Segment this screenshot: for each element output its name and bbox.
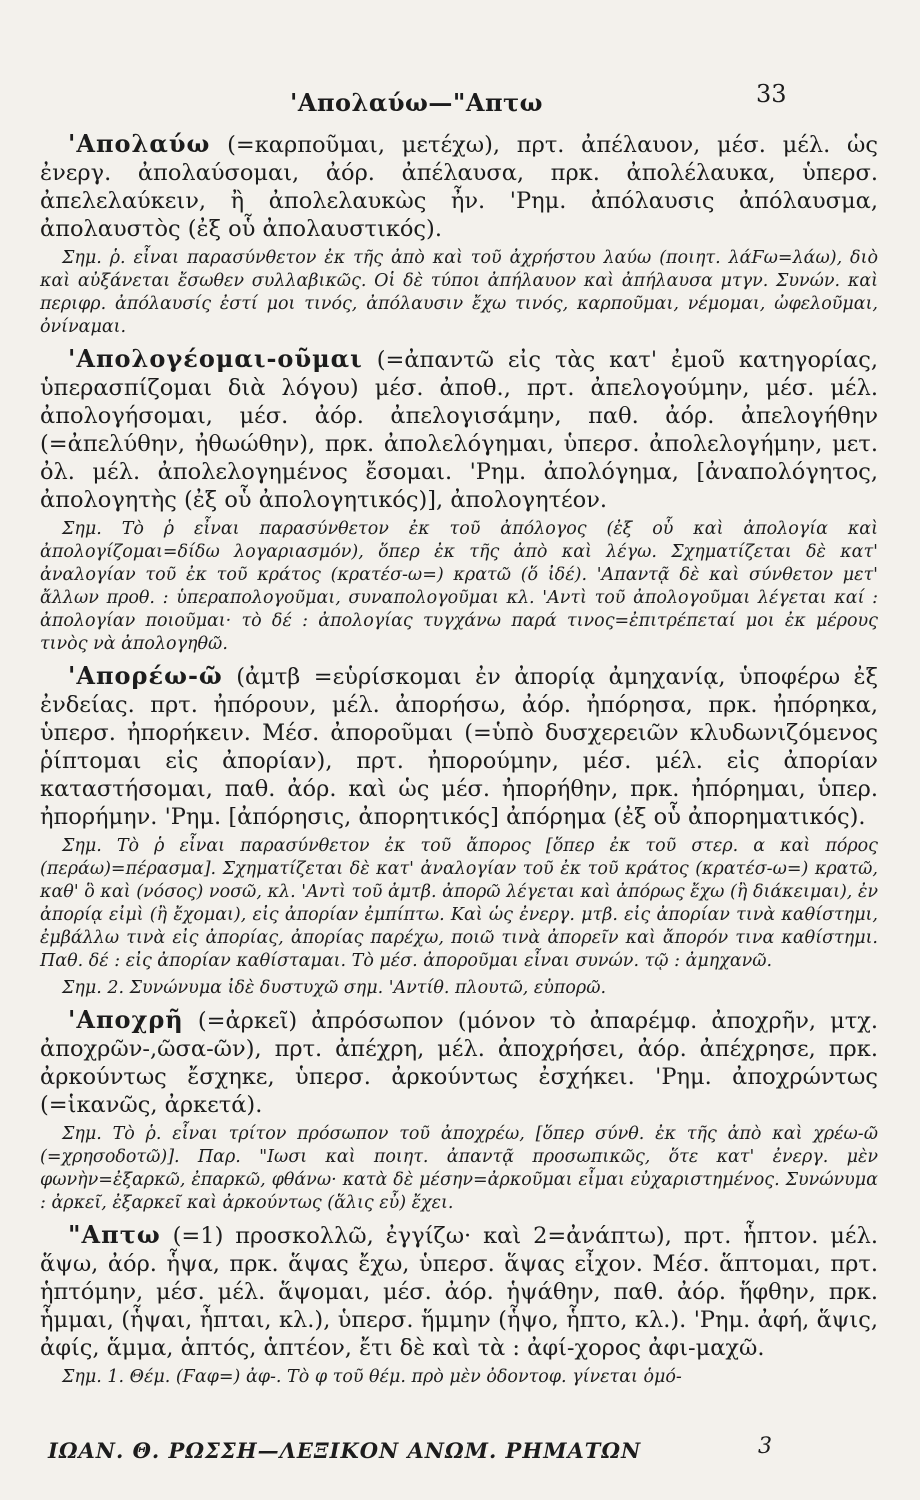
lemma: 'Απολαύω [68, 129, 211, 158]
entry-apolauo [40, 130, 878, 339]
entry-aporeo [40, 662, 878, 1000]
printer-signature: 3 [758, 1434, 772, 1459]
entry-text: (=καρποῦμαι, μετέχω), πρτ. ἀπέλαυον, μέσ. μέλ. ὡς ἐνεργ. ἀπολαύσομαι, ἀόρ. ἀπέλαυσα, πρκ. ἀπολέλαυκα, ὑπερσ. ἀπελελαύκειν, ἢ ἀπολελαυκὼς ἦν. 'Ρημ. ἀπόλαυσις ἀπόλαυσμα, ἀπολαυστὸς (ἐξ οὗ ἀπολαυστικός). [40, 132, 878, 242]
running-head [0, 80, 920, 120]
lemma: 'Απολογέομαι-οῦμαι [68, 344, 363, 373]
entry-main [40, 1006, 878, 1119]
lemma: 'Αποχρῆ [68, 1005, 184, 1034]
entry-main [40, 1221, 878, 1362]
entry-text: (=ἀρκεῖ) ἀπρόσωπον (μόνον τὸ ἀπαρέμφ. ἀποχρῆν, μτχ. ἀποχρῶν-,ῶσα-ῶν), πρτ. ἀπέχρη, μέλ. ἀποχρήσει, ἀόρ. ἀπέχρησε, πρκ. ἀρκούντως ἔσχηκε, ὑπερσ. ἀρκούντως ἐσχήκει. 'Ρημ. ἀποχρώντως (=ἱκανῶς, ἀρκετά). [40, 1008, 878, 1118]
entry-note: Σημ. 2. Συνώνυμα ἰδὲ δυστυχῶ σημ. 'Αντίθ. πλουτῶ, εὐπορῶ. [62, 978, 607, 998]
entry-note: Σημ. 1. Θέμ. (Ϝαφ=) ἀφ-. Τὸ φ τοῦ θέμ. πρὸ μὲν ὀδοντοφ. γίνεται ὁμό- [62, 1367, 682, 1387]
lemma: 'Απορέω-ῶ [68, 661, 223, 690]
entry-text: (ἀμτβ =εὑρίσκομαι ἐν ἀπορίᾳ ἀμηχανίᾳ, ὑποφέρω ἐξ ἐνδείας. πρτ. ἠπόρουν, μέλ. ἀπορήσω, ἀόρ. ἠπόρησα, πρκ. ἠπόρηκα, ὑπερσ. ἠπορήκειν. Μέσ. ἀποροῦμαι (=ὑπὸ δυσχερειῶν κλυδωνιζόμενος ῥίπτομαι εἰς ἀπορίαν), πρτ. ἠπορούμην, μέσ. μέλ. εἰς ἀπορίαν καταστήσομαι, παθ. ἀόρ. καὶ ὡς μέσ. ἠπορήθην, πρκ. ἠπόρημαι, ὑπερ. ἠπορήμην. 'Ρημ. [ἀπόρησις, ἀπορητικός] ἀπόρημα (ἐξ οὗ ἀπορηματικός). [40, 664, 878, 830]
entry-note: Σημ. Τὸ ῥ. εἶναι τρίτον πρόσωπον τοῦ ἀποχρέω, [ὅπερ σύνθ. ἐκ τῆς ἀπὸ καὶ χρέω-ῶ (=χρησοδοτῶ)]. Παρ. "Ιωσι καὶ ποιητ. ἀπαντᾷ προσωπικῶς, ὅτε κατ' ἐνεργ. μὲν φωνὴν=ἐξαρκῶ, ἐπαρκῶ, φθάνω· κατὰ δὲ μέσην=ἀρκοῦμαι εἶμαι εὐχαριστημένος. Συνώνυμα : ἀρκεῖ, ἐξαρκεῖ καὶ ἀρκούντως (ἅλις εὖ) ἔχει. [40, 1124, 878, 1213]
entry-text: (=1) προσκολλῶ, ἐγγίζω· καὶ 2=ἀνάπτω), πρτ. ἧπτον. μέλ. ἅψω, ἀόρ. ἧψα, πρκ. ἅψας ἔχω, ὑπερσ. ἅψας εἶχον. Μέσ. ἅπτομαι, πρτ. ἡπτόμην, μέσ. μέλ. ἅψομαι, μέσ. ἀόρ. ἡψάθην, παθ. ἀόρ. ἥφθην, πρκ. ἧμμαι, (ἧψαι, ἧπται, κλ.), ὑπερσ. ἥμμην (ἧψο, ἧπτο, κλ.). 'Ρημ. ἀφή, ἅψις, ἀφίς, ἅμμα, ἁπτός, ἁπτέον, ἔτι δὲ καὶ τὰ : ἀφί-χορος ἀφι-μαχῶ. [40, 1223, 879, 1361]
entry-note: Σημ. Τὸ ῥ εἶναι παρασύνθετον ἐκ τοῦ ἄπορος [ὅπερ ἐκ τοῦ στερ. α καὶ πόρος (περάω)=πέρασμα]. Σχηματίζεται δὲ κατ' ἀναλογίαν τοῦ ἐκ τοῦ κράτος (κρατέσ-ω=) κρατῶ, καθ' ὃ καὶ (νόσος) νοσῶ, κλ. 'Αντὶ τοῦ ἀμτβ. ἀπορῶ λέγεται καὶ ἀπόρως ἔχω (ἢ διάκειμαι), ἐν ἀπορίᾳ εἰμὶ (ἢ ἔχομαι), εἰς ἀπορίαν ἐμπίπτω. Καὶ ὡς ἐνεργ. μτβ. εἰς ἀπορίαν τινὰ καθίστημι, ἐμβάλλω τινὰ εἰς ἀπορίας, ἀπορίας παρέχω, ποιῶ τινὰ ἀπορεῖν καὶ ἄπορόν τινα καθίστημι. Παθ. δέ : εἰς ἀπορίαν καθίσταμαι. Τὸ μέσ. ἀποροῦμαι εἶναι συνών. τῷ : ἀμηχανῶ. [40, 836, 878, 971]
entry-note: Σημ. ῥ. εἶναι παρασύνθετον ἐκ τῆς ἀπὸ καὶ τοῦ ἀχρήστου λαύω (ποιητ. λάϜω=λάω), διὸ καὶ αὐξάνεται ἔσωθεν συλλαβικῶς. Οἱ δὲ τύποι ἀπήλαυον καὶ ἀπήλαυσα μτγν. Συνών. καὶ περιφρ. ἀπόλαυσίς ἐστί μοι τινός, ἀπόλαυσιν ἔχω τινός, καρποῦμαι, νέμομαι, ὠφελοῦμαι, ὀνίναμαι. [40, 248, 878, 337]
entry-note: Σημ. Τὸ ῥ εἶναι παρασύνθετον ἐκ τοῦ ἀπόλογος (ἐξ οὗ καὶ ἀπολογία καὶ ἀπολογίζομαι=δίδω λογαριασμόν), ὅπερ ἐκ τῆς ἀπὸ καὶ λέγω. Σχηματίζεται δὲ κατ' ἀναλογίαν τοῦ ἐκ τοῦ κράτος (κρατέσ-ω=) κρατῶ (ὅ ἰδέ). 'Απαντᾷ δὲ καὶ σύνθετον μετ' ἄλλων προθ. : ὑπεραπολογοῦμαι, συναπολογοῦμαι κλ. 'Αντὶ τοῦ ἀπολογοῦμαι λέγεται καί : ἀπολογίαν ποιοῦμαι· τὸ δέ : ἀπολογίας τυγχάνω παρά τινος=ἐπιτρέπεταί μοι ἐκ μέρους τινὸς νὰ ἀπολογηθῶ. [40, 519, 878, 654]
page-body [40, 130, 878, 1395]
footer-title: ΙΩΑΝ. Θ. ΡΩΣΣΗ—ΛΕΞΙΚΟΝ ΑΝΩΜ. ΡΗΜΑΤΩΝ [48, 1438, 642, 1463]
entry-main [40, 345, 878, 514]
entry-apochre [40, 1006, 878, 1215]
entry-main [40, 130, 878, 243]
entry-main [40, 662, 878, 831]
entry-text: (=ἀπαντῶ εἰς τὰς κατ' ἐμοῦ κατηγορίας, ὑπερασπίζομαι διὰ λόγου) μέσ. ἀποθ., πρτ. ἀπελογούμην, μέσ. μέλ. ἀπολογήσομαι, μέσ. ἀόρ. ἀπελογισάμην, παθ. ἀόρ. ἀπελογήθην (=ἀπελύθην, ἠθωώθην), πρκ. ἀπολελόγημαι, ὑπερσ. ἀπολελογήμην, μετ. ὀλ. μέλ. ἀπολελογημένος ἔσομαι. 'Ρημ. ἀπολόγημα, [ἀναπολόγητος, ἀπολογητὴς (ἐξ οὗ ἀπολογητικός)], ἀπολογητέον. [40, 347, 878, 513]
entry-apologeomai [40, 345, 878, 656]
running-title: 'Απολαύω—"Απτω [290, 88, 544, 117]
page-number: 33 [756, 80, 787, 108]
lemma: "Απτω [68, 1220, 161, 1249]
page-footer [0, 1430, 920, 1470]
entry-hapto [40, 1221, 878, 1389]
